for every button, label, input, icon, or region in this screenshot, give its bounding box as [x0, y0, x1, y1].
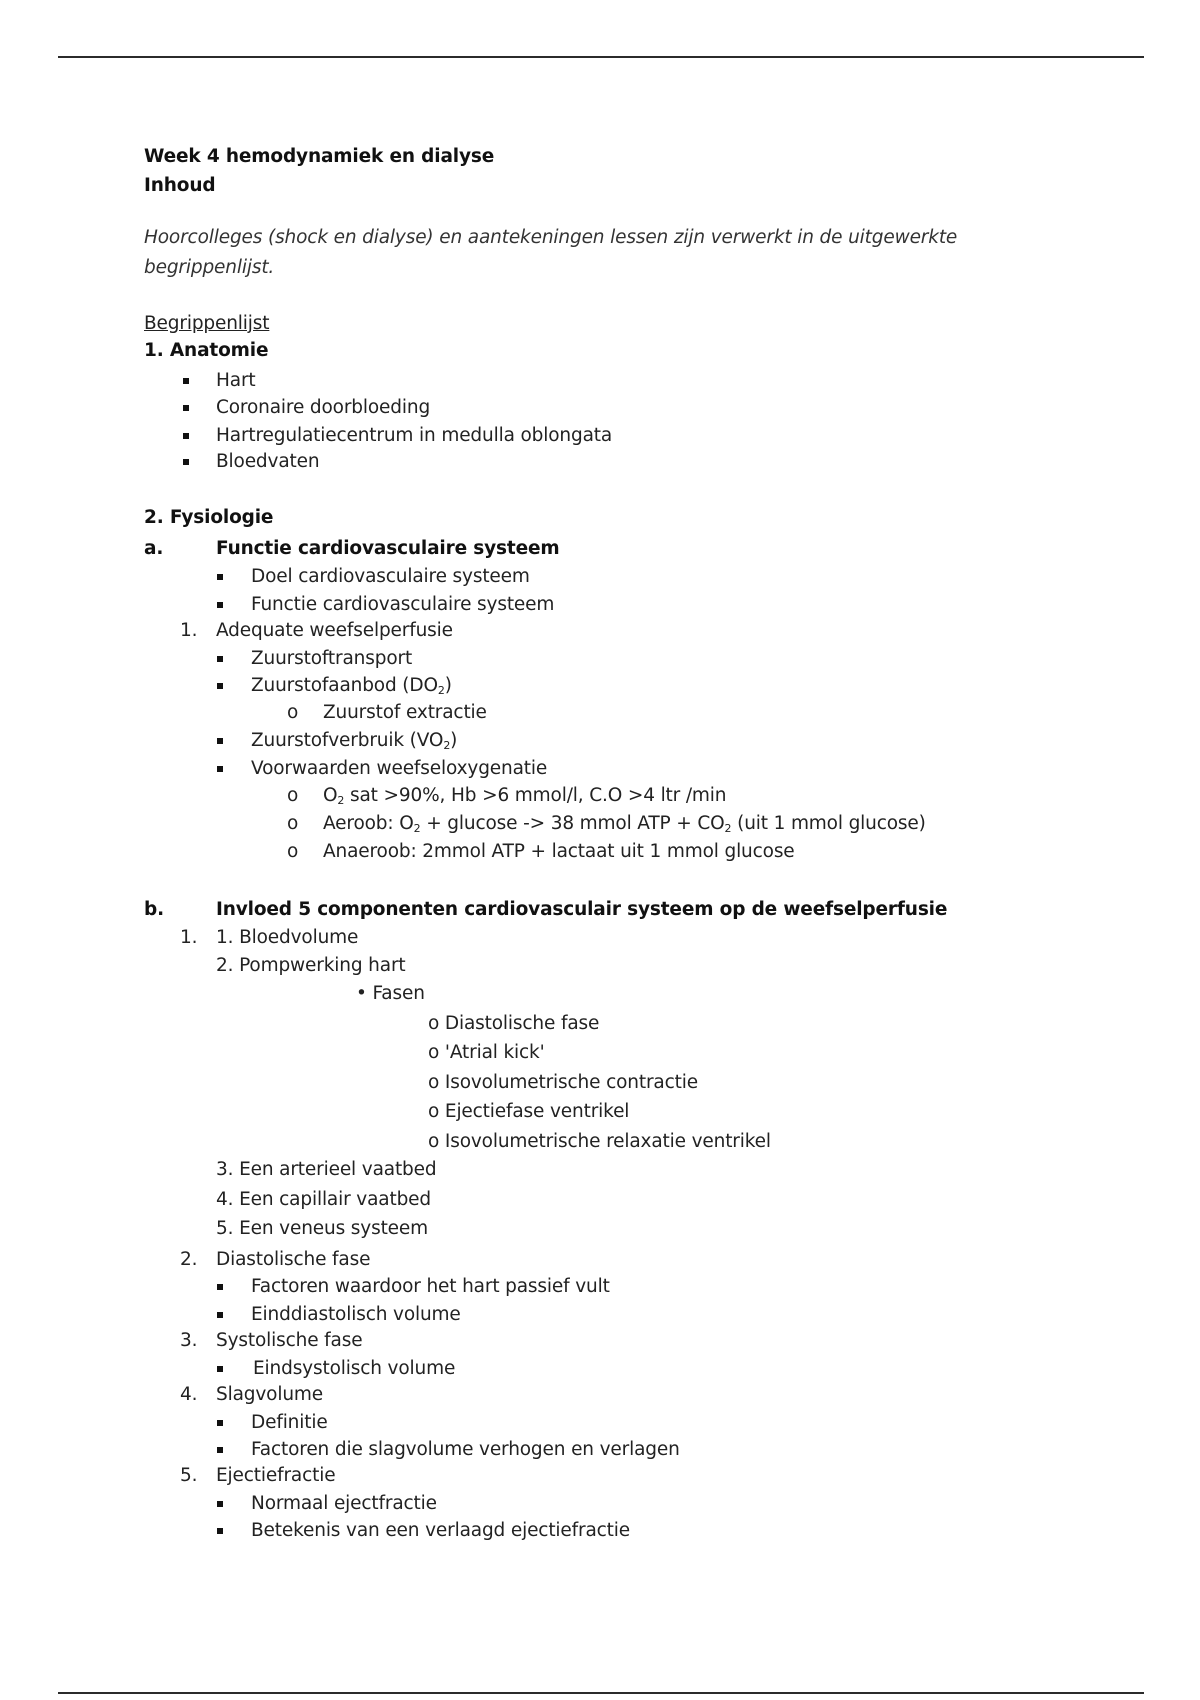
- document-title: Week 4 hemodynamiek en dialyse: [144, 146, 495, 167]
- square-bullet-icon: [217, 1312, 223, 1318]
- footer-rule: [58, 1692, 1144, 1694]
- list-item: Factoren waardoor het hart passief vult: [251, 1276, 610, 1297]
- square-bullet-icon: [217, 766, 223, 772]
- component-item: 1. Bloedvolume: [216, 927, 359, 948]
- header-rule: [58, 56, 1144, 58]
- square-bullet-icon: [217, 1420, 223, 1426]
- square-bullet-icon: [183, 459, 189, 465]
- numbered-item-label: Diastolische fase: [216, 1249, 371, 1270]
- intro-line-2: begrippenlijst.: [144, 257, 275, 278]
- subsection-a-marker: a.: [144, 538, 164, 559]
- square-bullet-icon: [183, 433, 189, 439]
- numbered-item-label: Ejectiefractie: [216, 1465, 336, 1486]
- square-bullet-icon: [217, 683, 223, 689]
- square-bullet-icon: [183, 378, 189, 384]
- numbered-marker: 2.: [180, 1249, 198, 1270]
- list-item-zuurstofaanbod: Zuurstofaanbod $(DO_2)$: [251, 675, 452, 697]
- list-item: Definitie: [251, 1412, 328, 1433]
- circle-bullet-icon: o: [287, 785, 299, 806]
- list-item: Hart: [216, 370, 256, 391]
- numbered-marker: 3.: [180, 1330, 198, 1351]
- fase-item: o 'Atrial kick': [428, 1042, 545, 1063]
- list-item: Hartregulatiecentrum in medulla oblongata: [216, 425, 613, 446]
- fasen-label: • Fasen: [356, 983, 425, 1004]
- square-bullet-icon: [217, 1366, 223, 1372]
- numbered-marker: 5.: [180, 1465, 198, 1486]
- section-anatomie-heading: 1. Anatomie: [144, 340, 269, 361]
- list-item: Functie cardiovasculaire systeem: [251, 594, 555, 615]
- list-item: Anaeroob: 2mmol ATP + lactaat uit 1 mmol glucose: [323, 841, 795, 862]
- numbered-item-label: Adequate weefselperfusie: [216, 620, 453, 641]
- fase-item: o Ejectiefase ventrikel: [428, 1101, 630, 1122]
- square-bullet-icon: [217, 602, 223, 608]
- square-bullet-icon: [217, 738, 223, 744]
- numbered-item-label: Systolische fase: [216, 1330, 363, 1351]
- list-item: Einddiastolisch volume: [251, 1304, 461, 1325]
- document-subtitle: Inhoud: [144, 175, 216, 196]
- list-item: Coronaire doorbloeding: [216, 397, 431, 418]
- square-bullet-icon: [217, 1501, 223, 1507]
- section-fysiologie-heading: 2. Fysiologie: [144, 507, 274, 528]
- circle-bullet-icon: o: [287, 702, 299, 723]
- list-item-o2-sat: $O_2$ sat >90%, Hb >6 mmol/l, C.O >4 ltr /min: [323, 785, 727, 807]
- square-bullet-icon: [217, 1447, 223, 1453]
- component-item: 5. Een veneus systeem: [216, 1218, 429, 1239]
- list-item: Voorwaarden weefseloxygenatie: [251, 758, 548, 779]
- list-item: Betekenis van een verlaagd ejectiefractie: [251, 1520, 631, 1541]
- numbered-marker: 1.: [180, 620, 198, 641]
- list-item: Doel cardiovasculaire systeem: [251, 566, 530, 587]
- fase-item: o Isovolumetrische relaxatie ventrikel: [428, 1131, 771, 1152]
- list-item-zuurstofverbruik: Zuurstofverbruik $(VO_2)$: [251, 730, 458, 752]
- subsection-b-marker: b.: [144, 899, 164, 920]
- circle-bullet-icon: o: [287, 813, 299, 834]
- list-item: Zuurstof extractie: [323, 702, 487, 723]
- intro-line-1: Hoorcolleges (shock en dialyse) en aantekeningen lessen zijn verwerkt in de uitgewerkte: [144, 227, 958, 248]
- square-bullet-icon: [217, 656, 223, 662]
- numbered-marker: 1.: [180, 927, 198, 948]
- component-item: 2. Pompwerking hart: [216, 955, 406, 976]
- square-bullet-icon: [217, 574, 223, 580]
- subsection-a-heading: Functie cardiovasculaire systeem: [216, 538, 560, 559]
- list-item: Zuurstoftransport: [251, 648, 413, 669]
- numbered-item-label: Slagvolume: [216, 1384, 323, 1405]
- glossary-heading: Begrippenlijst: [144, 313, 270, 334]
- list-item: Eindsystolisch volume: [253, 1358, 456, 1379]
- component-item: 3. Een arterieel vaatbed: [216, 1159, 437, 1180]
- component-item: 4. Een capillair vaatbed: [216, 1189, 431, 1210]
- square-bullet-icon: [217, 1284, 223, 1290]
- list-item: Bloedvaten: [216, 451, 320, 472]
- fase-item: o Diastolische fase: [428, 1013, 600, 1034]
- numbered-marker: 4.: [180, 1384, 198, 1405]
- subsection-b-heading: Invloed 5 componenten cardiovasculair systeem op de weefselperfusie: [216, 899, 948, 920]
- list-item: Normaal ejectfractie: [251, 1493, 437, 1514]
- square-bullet-icon: [217, 1528, 223, 1534]
- list-item: Factoren die slagvolume verhogen en verlagen: [251, 1439, 680, 1460]
- square-bullet-icon: [183, 405, 189, 411]
- fase-item: o Isovolumetrische contractie: [428, 1072, 698, 1093]
- list-item-aeroob: Aeroob: $O_2 + glucose -> 38$ mmol ATP + $CO_2$ (uit 1 mmol glucose): [323, 813, 926, 835]
- circle-bullet-icon: o: [287, 841, 299, 862]
